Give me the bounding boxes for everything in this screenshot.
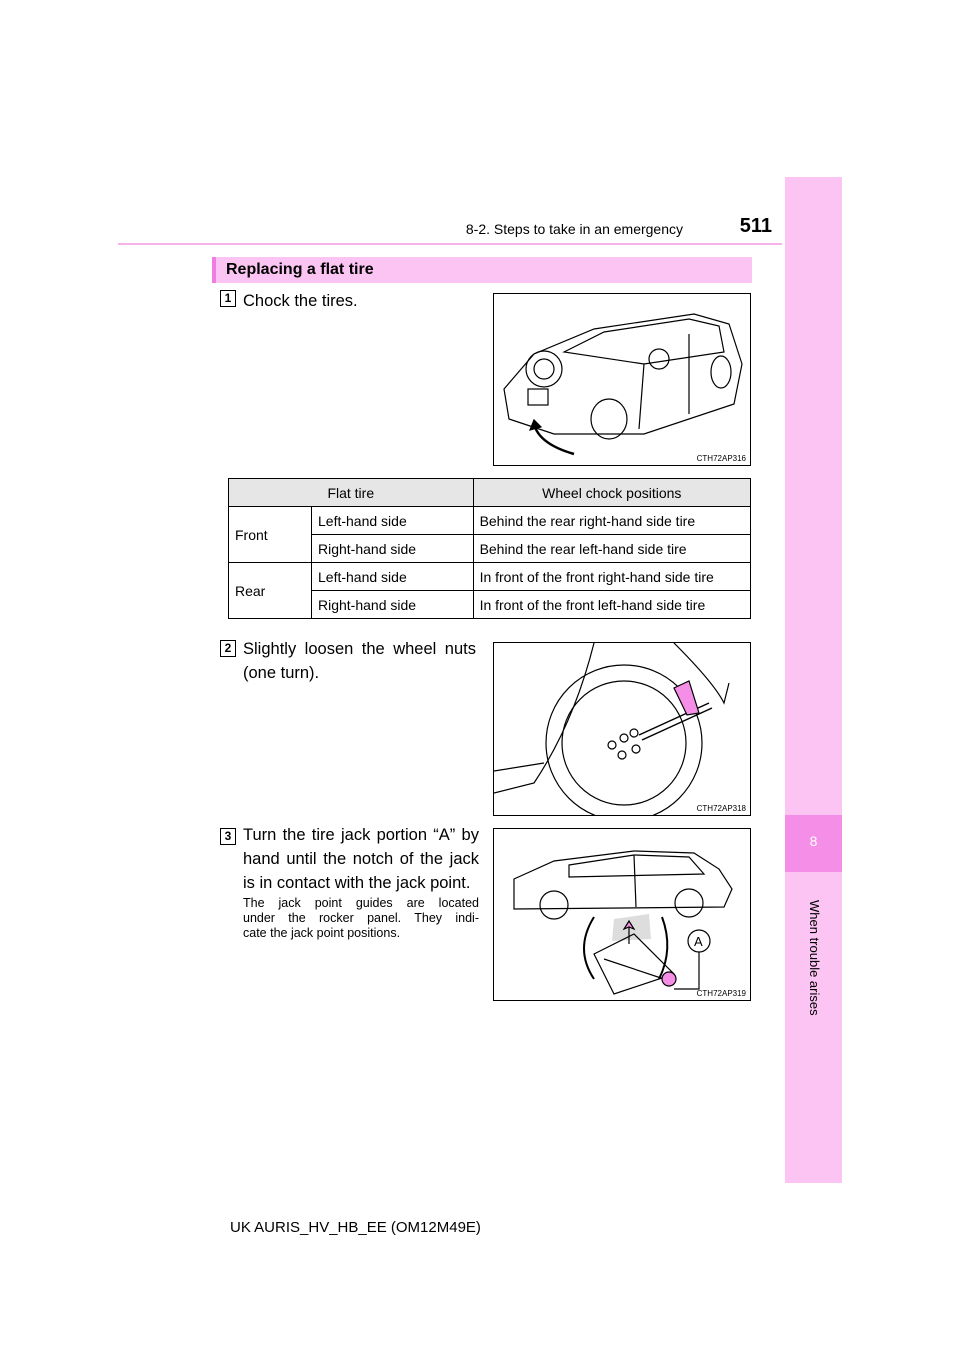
table-cell-side: Left-hand side	[312, 507, 474, 535]
wheel-nut-illustration	[494, 643, 750, 815]
table-cell-side: Right-hand side	[312, 591, 474, 619]
table-cell-side: Left-hand side	[312, 563, 474, 591]
figure-jack-point	[493, 828, 751, 1001]
step-3-note-line-3: cate the jack point positions.	[243, 926, 401, 940]
header-rule	[118, 243, 782, 245]
table-cell-position: Behind the rear right-hand side tire	[473, 507, 750, 535]
step-number-1: 1	[220, 290, 236, 307]
table-row	[229, 563, 751, 591]
table-cell-group: Rear	[229, 563, 312, 619]
table-row	[229, 507, 751, 535]
jack-illustration	[494, 829, 750, 1000]
figure-code: CTH72AP319	[696, 989, 746, 998]
car-chock-illustration	[494, 294, 750, 465]
figure-code: CTH72AP318	[696, 804, 746, 813]
step-number-2: 2	[220, 640, 236, 657]
step-3-line-1: Turn the tire jack portion “A” by	[243, 826, 479, 844]
step-number-3: 3	[220, 828, 236, 845]
figure-chock-tires	[493, 293, 751, 466]
section-heading: Replacing a flat tire	[226, 261, 374, 278]
step-3-note	[243, 896, 479, 941]
page-number: 511	[739, 215, 772, 237]
table-header-flat-tire: Flat tire	[229, 479, 474, 507]
table-cell-position: In front of the front left-hand side tire	[473, 591, 750, 619]
table-header-chock-positions: Wheel chock positions	[473, 479, 750, 507]
step-1-text: Chock the tires.	[243, 292, 358, 310]
table-cell-side: Right-hand side	[312, 535, 474, 563]
step-3-note-line-2: under the rocker panel. They indi-	[243, 911, 479, 925]
figure-loosen-nuts	[493, 642, 751, 816]
table-cell-position: Behind the rear left-hand side tire	[473, 535, 750, 563]
figure-label-a: A	[694, 934, 703, 949]
figure-code: CTH72AP316	[696, 454, 746, 463]
table-cell-position: In front of the front right-hand side tire	[473, 563, 750, 591]
chapter-number: 8	[809, 833, 818, 849]
table-cell-group: Front	[229, 507, 312, 563]
wheel-chock-table	[228, 478, 751, 619]
step-3-note-line-1: The jack point guides are located	[243, 896, 479, 910]
document-footer: UK AURIS_HV_HB_EE (OM12M49E)	[230, 1219, 481, 1236]
step-2-line-1: Slightly loosen the wheel nuts	[243, 640, 476, 658]
step-3-line-3: is in contact with the jack point.	[243, 874, 471, 892]
step-3-line-2: hand until the notch of the jack	[243, 850, 479, 868]
step-2-text	[243, 637, 476, 685]
table-header-row	[229, 479, 751, 507]
step-2-line-2: (one turn).	[243, 664, 320, 682]
chapter-title: When trouble arises	[807, 900, 822, 1016]
section-header: 8-2. Steps to take in an emergency	[465, 221, 683, 237]
step-3-text	[243, 823, 479, 895]
